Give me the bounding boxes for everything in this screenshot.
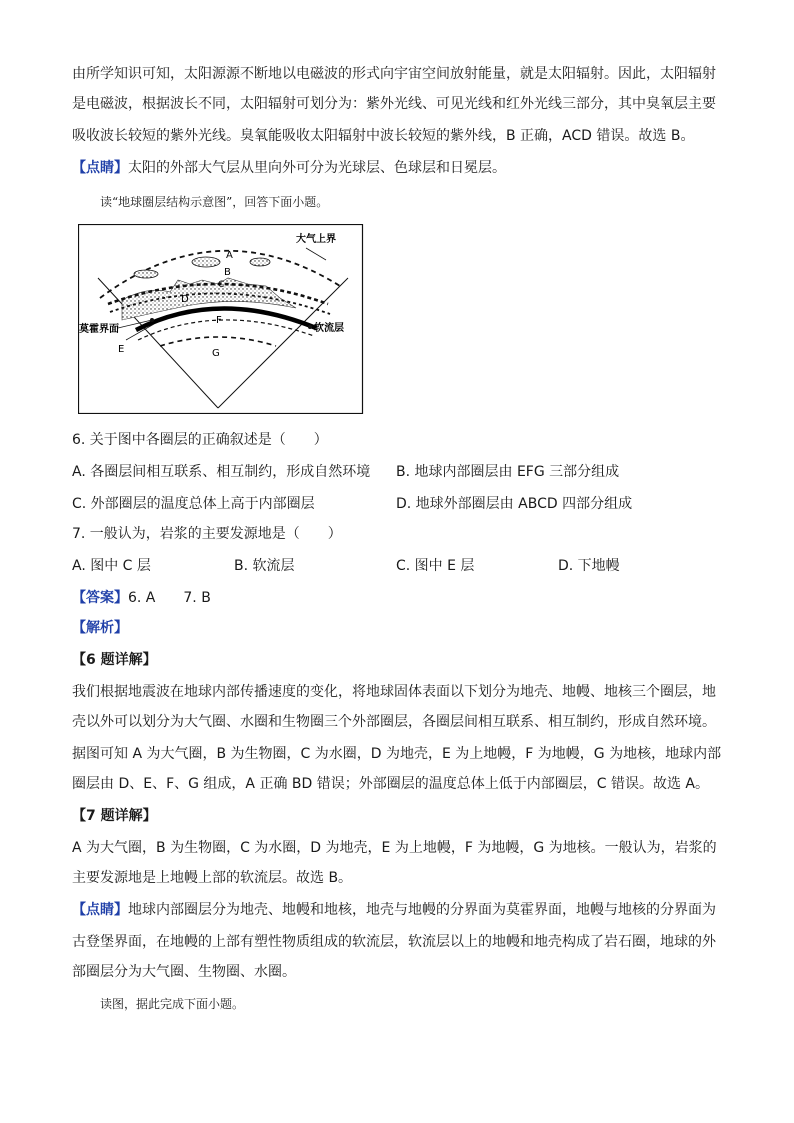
intro-line-1: 由所学知识可知，太阳源源不断地以电磁波的形式向宇宙空间放射能量，就是太阳辐射。因此，太阳辐射 [72, 66, 716, 82]
label-a: A [226, 250, 233, 261]
q7-stem: 7. 一般认为，岩浆的主要发源地是（ ） [72, 526, 342, 542]
q6-option-a: A. 各圈层间相互联系、相互制约，形成自然环境 [72, 464, 371, 480]
q6-stem: 6. 关于图中各圈层的正确叙述是（ ） [72, 432, 328, 448]
q7-option-c: C. 图中 E 层 [396, 558, 475, 574]
detail6-line-1: 我们根据地震波在地球内部传播速度的变化，将地球固体表面以下划分为地壳、地幔、地核三个圈层，地 [72, 684, 716, 700]
label-b: B [224, 267, 231, 278]
q7-option-a: A. 图中 C 层 [72, 558, 151, 574]
detail6-line-3: 据图可知 A 为大气圈，B 为生物圈，C 为水圈，D 为地壳，E 为上地幔，F 为地幔，G 为地核，地球内部 [72, 746, 722, 762]
label-f: F [216, 315, 222, 326]
q6-option-c: C. 外部圈层的温度总体上高于内部圈层 [72, 496, 315, 512]
label-atmosphere-top: 大气上界 [296, 234, 336, 245]
answer-line [72, 588, 211, 608]
answer-tag: 【答案】 [72, 590, 128, 606]
detail6-tag: 【6 题详解】 [72, 652, 157, 668]
label-asthenosphere: 软流层 [314, 323, 344, 334]
detail7-line-1: A 为大气圈，B 为生物圈，C 为水圈，D 为地壳，E 为上地幔，F 为地幔，G 为地核。一般认为，岩浆的 [72, 840, 717, 856]
detail7-tag: 【7 题详解】 [72, 808, 157, 824]
label-moho: 莫霍界面 [79, 324, 119, 335]
instruction-2: 读图，据此完成下面小题。 [100, 997, 245, 1011]
asthenosphere-pointer-dot [308, 325, 312, 329]
label-g: G [212, 348, 220, 359]
q6-option-b: B. 地球内部圈层由 EFG 三部分组成 [396, 464, 620, 480]
q6-option-d: D. 地球外部圈层由 ABCD 四部分组成 [396, 496, 633, 512]
q7-option-b: B. 软流层 [234, 558, 295, 574]
tip2-line-2: 古登堡界面，在地幔的上部有塑性物质组成的软流层，软流层以上的地幔和地壳构成了岩石圈，地球的外 [72, 934, 716, 950]
tip-tag: 【点睛】 [72, 160, 128, 176]
label-d: D [181, 294, 189, 305]
earth-layers-diagram [78, 224, 364, 414]
intro-line-3: 吸收波长较短的紫外光线。臭氧能吸收太阳辐射中波长较短的紫外线，B 正确，ACD 错误。故选 B。 [72, 128, 695, 144]
tip-text: 太阳的外部大气层从里向外可分为光球层、色球层和日冕层。 [128, 160, 506, 176]
tip-paragraph-1 [72, 158, 506, 178]
q7-option-d: D. 下地幔 [558, 558, 620, 574]
label-c: C [218, 280, 225, 290]
moho-pointer-dot [150, 318, 154, 322]
instruction-1: 读“地球圈层结构示意图”，回答下面小题。 [100, 195, 329, 209]
tip2-line-3: 部圈层分为大气圈、生物圈、水圈。 [72, 964, 296, 980]
detail7-line-2: 主要发源地是上地幔上部的软流层。故选 B。 [72, 870, 353, 886]
label-e: E [118, 344, 125, 355]
tip-paragraph-2 [72, 900, 716, 920]
detail6-line-4: 圈层由 D、E、F、G 组成，A 正确 BD 错误；外部圈层的温度总体上低于内部圈层，C 错误。故选 A。 [72, 776, 709, 792]
analysis-tag: 【解析】 [72, 620, 128, 636]
answer-text: 6. A 7. B [128, 590, 211, 606]
tip2-line-1: 地球内部圈层分为地壳、地幔和地核，地壳与地幔的分界面为莫霍界面，地幔与地核的分界面为 [128, 902, 716, 918]
tip2-tag: 【点睛】 [72, 902, 128, 918]
intro-line-2: 是电磁波，根据波长不同，太阳辐射可划分为：紫外光线、可见光线和红外光线三部分，其中臭氧层主要 [72, 96, 716, 112]
detail6-line-2: 壳以外可以划分为大气圈、水圈和生物圈三个外部圈层，各圈层间相互联系、相互制约，形成自然环境。 [72, 714, 716, 730]
